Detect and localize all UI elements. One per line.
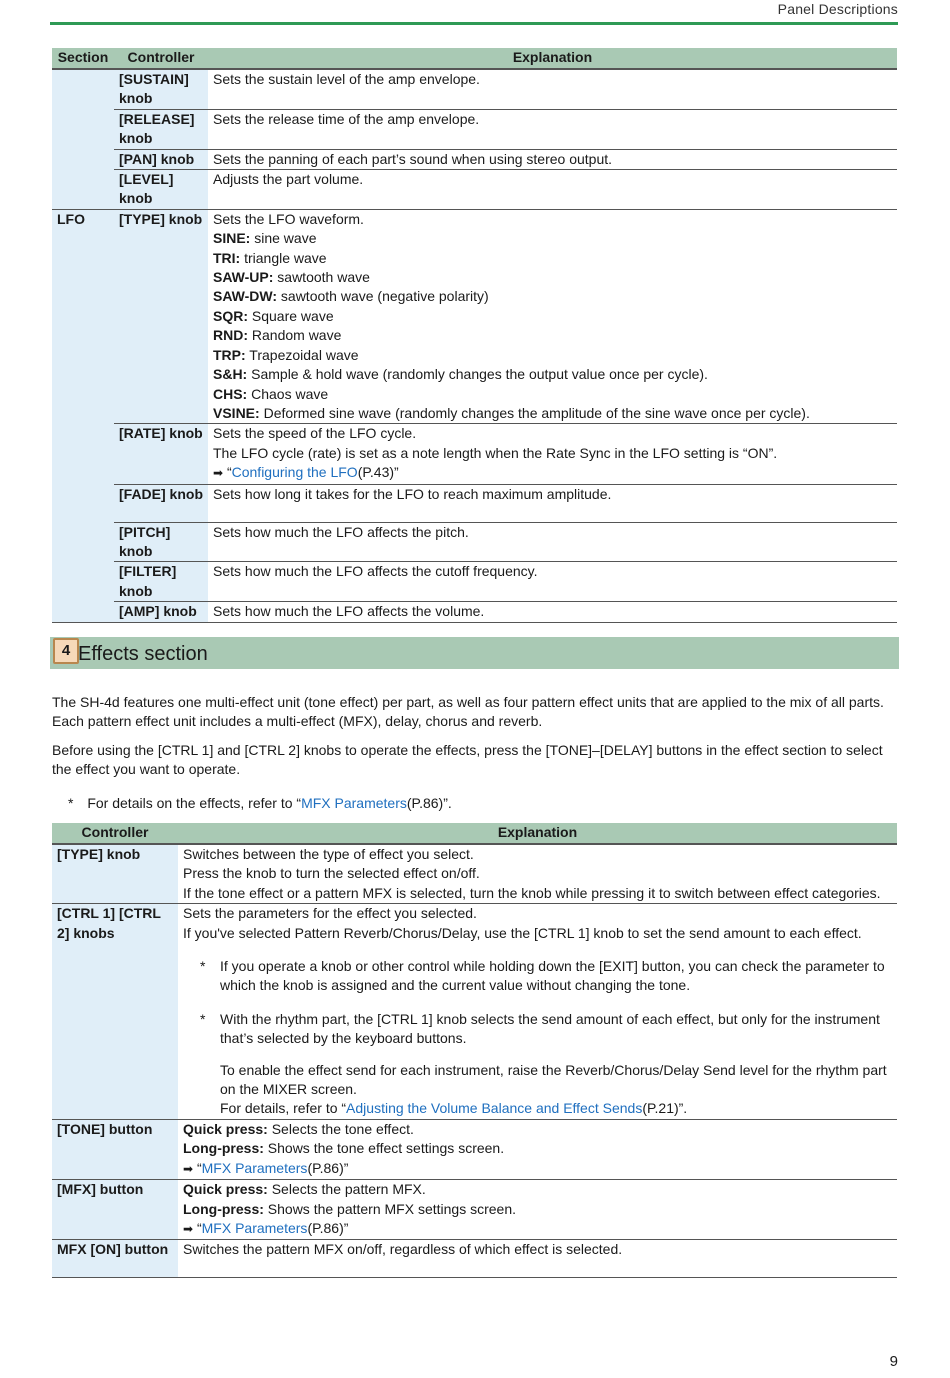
explanation-cell: Sets the release time of the amp envelope. (208, 109, 897, 149)
wave-desc: Random wave (248, 327, 342, 344)
table-row (52, 1180, 897, 1240)
table-row (52, 69, 897, 109)
explanation-line: Switches between the type of effect you select. (183, 846, 474, 862)
reference-page: (P.86)” (307, 1219, 349, 1236)
volume-balance-link[interactable]: Adjusting the Volume Balance and Effect Sends (346, 1100, 643, 1117)
explanation-line: If you've selected Pattern Reverb/Chorus/Delay, use the [CTRL 1] knob to set the send amount to each effect. (183, 924, 862, 941)
table-row (52, 170, 897, 210)
sub-paragraph-line: To enable the effect send for each instrument, raise the Reverb/Chorus/Delay Send level for the rhythm part on the MIXER screen. (220, 1061, 887, 1098)
wave-name: SAW-UP: (213, 269, 274, 286)
table-row (52, 1240, 897, 1278)
effects-section-heading (50, 637, 899, 669)
effects-note (68, 794, 452, 813)
wave-name: S&H: (213, 366, 248, 383)
column-header-controller: Controller (114, 48, 208, 69)
table-row (52, 424, 897, 484)
reference-pre: For details, refer to “ (220, 1100, 347, 1117)
reference-open: “ (193, 1219, 202, 1236)
wave-desc: Sample & hold wave (randomly changes the output value once per cycle). (247, 366, 708, 383)
explanation-cell: Sets the sustain level of the amp envelope. (208, 69, 897, 109)
long-press-text: Shows the pattern MFX settings screen. (263, 1200, 517, 1217)
controller-cell: [PITCH] knob (114, 522, 208, 562)
note-text-post: (P.86)”. (406, 795, 452, 811)
wave-item (213, 326, 892, 345)
wave-name: RND: (213, 327, 248, 344)
explanation-line: Sets the parameters for the effect you selected. (183, 905, 477, 922)
note-text: If you operate a knob or other control while holding down the [EXIT] button, you can check the parameter to which the knob is assigned and the current value without changing the tone. (220, 958, 885, 994)
arrow-right-icon: ➡ (213, 466, 224, 481)
note-item (200, 1010, 892, 1049)
explanation-line (183, 1200, 892, 1219)
controller-cell: [AMP] knob (114, 602, 208, 622)
explanation-cell (208, 424, 897, 484)
table-header-row (52, 823, 897, 844)
wave-item (213, 365, 892, 384)
wave-desc: sine wave (250, 230, 317, 247)
explanation-cell: Sets how much the LFO affects the volume. (208, 602, 897, 622)
controller-cell: [RELEASE] knob (114, 109, 208, 149)
effects-controller-table (52, 823, 897, 1278)
controller-cell: [FADE] knob (114, 484, 208, 522)
section-number-badge: 4 (53, 638, 79, 664)
controller-cell: [TONE] button (52, 1119, 178, 1179)
arrow-right-icon: ➡ (183, 1161, 194, 1176)
wave-item (213, 249, 892, 268)
wave-name: SQR: (213, 307, 248, 324)
wave-desc: triangle wave (240, 249, 327, 266)
explanation-cell (178, 1119, 897, 1179)
mfx-parameters-link[interactable]: MFX Parameters (201, 1219, 308, 1236)
table-row (52, 844, 897, 904)
explanation-line: Press the knob to turn the selected effect on/off. (183, 865, 480, 882)
cross-reference (183, 1159, 892, 1179)
explanation-cell (178, 1180, 897, 1240)
quick-press-text: Selects the tone effect. (267, 1120, 414, 1137)
table-row (52, 1119, 897, 1179)
effects-intro-paragraph: The SH-4d features one multi-effect unit (tone effect) per part, as well as four pattern effect units that are applied to the mix of all parts. Each pattern effect unit includes a multi-effect (MFX), delay, chorus and reverb. (52, 694, 884, 730)
table-row (52, 522, 897, 562)
lfo-type-intro: Sets the LFO waveform. (213, 210, 364, 227)
column-header-controller: Controller (52, 823, 178, 844)
wave-item (213, 268, 892, 287)
controller-cell: [TYPE] knob (114, 209, 208, 423)
wave-item (213, 229, 892, 248)
table-row (52, 484, 897, 522)
explanation-line: If the tone effect or a pattern MFX is selected, turn the knob while pressing it to switch between effect categories. (183, 884, 881, 901)
note-item (200, 957, 892, 996)
wave-desc: Deformed sine wave (randomly changes the amplitude of the sine wave once per cycle). (259, 404, 810, 421)
long-press-text: Shows the tone effect settings screen. (263, 1140, 505, 1157)
configuring-lfo-link[interactable]: Configuring the LFO (231, 464, 358, 481)
controller-cell: [CTRL 1] [CTRL 2] knobs (52, 904, 178, 1120)
mfx-parameters-link[interactable]: MFX Parameters (301, 795, 407, 811)
wave-item (213, 385, 892, 404)
column-header-explanation: Explanation (208, 48, 897, 69)
header-rule (50, 22, 898, 25)
controller-cell: [LEVEL] knob (114, 170, 208, 210)
column-header-section: Section (52, 48, 114, 69)
controller-cell: MFX [ON] button (52, 1240, 178, 1278)
mfx-parameters-link[interactable]: MFX Parameters (201, 1159, 308, 1176)
column-header-explanation: Explanation (178, 823, 897, 844)
controller-cell: [FILTER] knob (114, 562, 208, 602)
table-row (52, 562, 897, 602)
arrow-right-icon: ➡ (183, 1221, 194, 1236)
cross-reference (213, 463, 892, 483)
controller-cell: [RATE] knob (114, 424, 208, 484)
reference-post: (P.21)”. (642, 1100, 688, 1117)
explanation-line (183, 1139, 892, 1158)
wave-desc: sawtooth wave (negative polarity) (277, 288, 489, 305)
wave-item (213, 307, 892, 326)
asterisk-marker: * (200, 958, 206, 975)
explanation-line (183, 1180, 892, 1199)
table-row (52, 209, 897, 423)
table-row (52, 109, 897, 149)
quick-press-label: Quick press: (183, 1120, 268, 1137)
wave-item (213, 287, 892, 306)
explanation-cell: Sets the panning of each part’s sound when using stereo output. (208, 149, 897, 169)
rate-line-1: Sets the speed of the LFO cycle. (213, 425, 417, 442)
reference-open: “ (223, 464, 232, 481)
page-header-title: Panel Descriptions (777, 1, 898, 17)
wave-name: VSINE: (213, 404, 260, 421)
reference-open: “ (193, 1159, 202, 1176)
controller-cell: [MFX] button (52, 1180, 178, 1240)
sub-paragraph-reference (220, 1099, 892, 1118)
wave-name: CHS: (213, 385, 248, 402)
reference-page: (P.43)” (357, 464, 399, 481)
effects-usage-paragraph: Before using the [CTRL 1] and [CTRL 2] knobs to operate the effects, press the [TONE]–[DELAY] buttons in the effect section to select the effect you want to operate. (52, 742, 883, 778)
explanation-cell: Sets how much the LFO affects the cutoff frequency. (208, 562, 897, 602)
note-text: With the rhythm part, the [CTRL 1] knob selects the send amount of each effect, but only for the instrument that’s selected by the keyboard buttons. (220, 1010, 880, 1047)
table-row (52, 149, 897, 169)
sub-paragraph (220, 1061, 892, 1119)
wave-desc: Trapezoidal wave (245, 346, 359, 363)
wave-name: TRI: (213, 249, 241, 266)
table-header-row (52, 48, 897, 69)
controller-cell: [SUSTAIN] knob (114, 69, 208, 109)
asterisk-marker: * (200, 1010, 206, 1027)
explanation-cell: Sets how much the LFO affects the pitch. (208, 522, 897, 562)
wave-name: SAW-DW: (213, 288, 278, 305)
explanation-cell: Sets how long it takes for the LFO to reach maximum amplitude. (208, 484, 897, 522)
note-text-pre: For details on the effects, refer to “ (87, 795, 302, 811)
cross-reference (183, 1219, 892, 1239)
section-cell-lfo: LFO (52, 209, 114, 622)
explanation-cell (208, 209, 897, 423)
wave-item (213, 404, 892, 423)
wave-name: TRP: (213, 346, 246, 363)
explanation-line (183, 1120, 892, 1139)
section-cell-amp (52, 69, 114, 209)
wave-item (213, 346, 892, 365)
explanation-cell (178, 844, 897, 904)
explanation-cell (178, 904, 897, 1120)
quick-press-label: Quick press: (183, 1181, 268, 1198)
table-row (52, 904, 897, 1120)
reference-page: (P.86)” (307, 1159, 349, 1176)
section-title: Effects section (78, 643, 208, 665)
table-row (52, 602, 897, 622)
asterisk-marker: * (68, 795, 74, 811)
long-press-label: Long-press: (183, 1200, 264, 1217)
explanation-cell: Adjusts the part volume. (208, 170, 897, 210)
page-number: 9 (889, 1353, 898, 1370)
controller-cell: [PAN] knob (114, 149, 208, 169)
controller-cell: [TYPE] knob (52, 844, 178, 904)
long-press-label: Long-press: (183, 1140, 264, 1157)
wave-desc: Chaos wave (247, 385, 329, 402)
wave-desc: sawtooth wave (273, 269, 370, 286)
explanation-cell: Switches the pattern MFX on/off, regardless of which effect is selected. (178, 1240, 897, 1278)
wave-name: SINE: (213, 230, 251, 247)
rate-line-2: The LFO cycle (rate) is set as a note length when the Rate Sync in the LFO setting is “ON”. (213, 444, 778, 461)
wave-desc: Square wave (248, 307, 334, 324)
lfo-parameter-table (52, 48, 897, 623)
quick-press-text: Selects the pattern MFX. (267, 1181, 426, 1198)
